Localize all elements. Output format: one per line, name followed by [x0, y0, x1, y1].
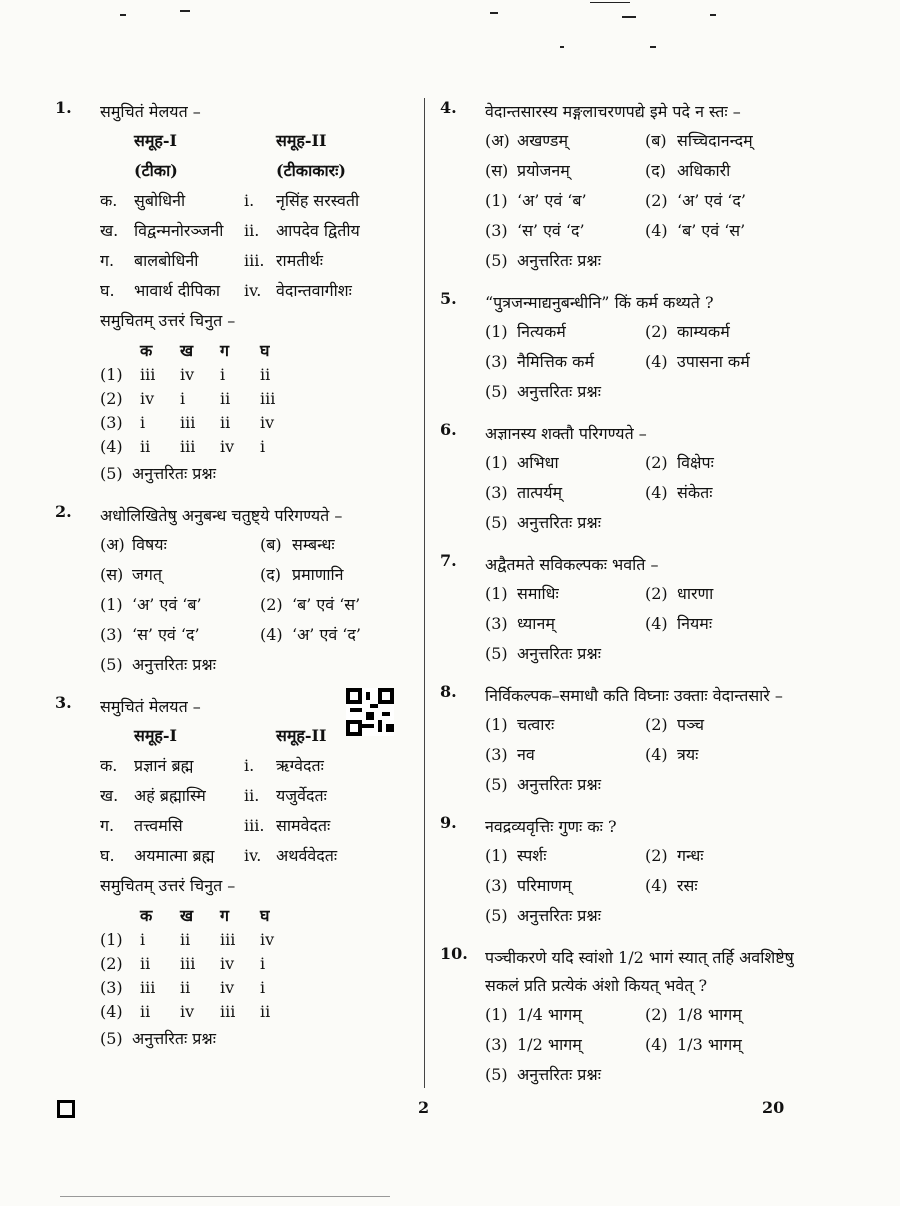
answer-option[interactable]: (2) iv i ii iii: [100, 389, 276, 408]
booklet-code: 20: [762, 1098, 785, 1117]
option-row[interactable]: (1) स्पर्शः (2) गन्धः: [485, 846, 704, 865]
option-row[interactable]: (1) समाधिः (2) धारणा: [485, 584, 714, 603]
answer-option[interactable]: (3) iii ii iv i: [100, 978, 266, 997]
square-marker-icon: [57, 1100, 75, 1118]
scan-mark: [710, 14, 716, 16]
unanswered-option[interactable]: (5) अनुत्तरितः प्रश्नः: [485, 1065, 601, 1084]
unanswered-option[interactable]: (5) अनुत्तरितः प्रश्नः: [100, 655, 216, 674]
left-column: [55, 98, 400, 1067]
unanswered-option[interactable]: (5) अनुत्तरितः प्रश्नः: [485, 644, 601, 663]
option-row[interactable]: (1) चत्वारः (2) पञ्च: [485, 715, 705, 734]
scan-mark: [180, 10, 190, 12]
choose-instruction: समुचितम् उत्तरं चिनुत –: [100, 876, 236, 895]
match-row: ख. विद्वन्मनोरञ्जनी ii. आपदेव द्वितीय: [100, 221, 360, 240]
answer-option[interactable]: (4) ii iii iv i: [100, 437, 266, 456]
scan-mark: [560, 46, 564, 48]
page-number: 2: [418, 1098, 430, 1117]
match-row: ख. अहं ब्रह्मास्मि ii. यजुर्वेदतः: [100, 786, 327, 805]
scan-mark: [490, 12, 498, 14]
question-number: 8.: [440, 682, 457, 701]
option-row[interactable]: (स) जगत् (द) प्रमाणानि: [100, 565, 344, 584]
question-10: [440, 944, 800, 1089]
question-text: वेदान्तसारस्य मङ्गलाचरणपद्ये इमे पदे न स्तः –: [485, 102, 741, 121]
match-row: क. सुबोधिनी i. नृसिंह सरस्वती: [100, 191, 360, 210]
answer-option[interactable]: (3) i iii ii iv: [100, 413, 275, 432]
question-text: अज्ञानस्य शक्तौ परिगण्यते –: [485, 424, 647, 443]
question-text: पञ्चीकरणे यदि स्वांशो 1/2 भागं स्यात् तर्हि अवशिष्टेषु सकलं प्रति प्रत्येकं अंशो कियत् भवेत् ?: [485, 948, 794, 995]
question-4: [440, 98, 800, 275]
option-row[interactable]: (3) नव (4) त्रयः: [485, 745, 699, 764]
question-number: 9.: [440, 813, 457, 832]
question-7: [440, 551, 800, 668]
right-column: [440, 98, 800, 1103]
question-number: 5.: [440, 289, 457, 308]
unanswered-option[interactable]: (5) अनुत्तरितः प्रश्नः: [485, 382, 601, 401]
group-1-heading: समूह-I: [134, 726, 178, 745]
option-row[interactable]: (3) ध्यानम् (4) नियमः: [485, 614, 713, 633]
question-text: नवद्रव्यवृत्तिः गुणः कः ?: [485, 817, 617, 836]
scan-mark: [60, 1196, 390, 1197]
match-row: घ. भावार्थ दीपिका iv. वेदान्तवागीशः: [100, 281, 352, 300]
question-9: [440, 813, 800, 930]
answer-option[interactable]: (2) ii iii iv i: [100, 954, 266, 973]
question-2: [55, 502, 400, 679]
question-number: 7.: [440, 551, 457, 570]
group-1-subheading: (टीका): [134, 161, 178, 180]
scan-mark: [650, 46, 656, 48]
option-row[interactable]: (3) 1/2 भागम् (4) 1/3 भागम्: [485, 1035, 742, 1054]
qr-code-icon: [346, 688, 394, 736]
option-row[interactable]: (1) 1/4 भागम् (2) 1/8 भागम्: [485, 1005, 742, 1024]
question-text: निर्विकल्पक–समाधौ कति विघ्नाः उक्ताः वेदान्तसारे –: [485, 686, 783, 705]
question-number: 4.: [440, 98, 457, 117]
option-row[interactable]: (अ) अखण्डम् (ब) सच्चिदानन्दम्: [485, 131, 753, 150]
question-text: “पुत्रजन्माद्यनुबन्धीनि” किं कर्म कथ्यते ?: [485, 293, 714, 312]
option-row[interactable]: (3) परिमाणम् (4) रसः: [485, 876, 698, 895]
question-8: [440, 682, 800, 799]
match-subheadings: [100, 156, 400, 186]
unanswered-option[interactable]: (5) अनुत्तरितः प्रश्नः: [100, 464, 216, 483]
question-text: समुचितं मेलयत –: [100, 697, 201, 716]
unanswered-option[interactable]: (5) अनुत्तरितः प्रश्नः: [485, 906, 601, 925]
answer-option[interactable]: (1) i ii iii iv: [100, 930, 275, 949]
scan-mark: [590, 2, 630, 3]
match-row: ग. बालबोधिनी iii. रामतीर्थः: [100, 251, 323, 270]
match-row: क. प्रज्ञानं ब्रह्म i. ऋग्वेदतः: [100, 756, 324, 775]
answer-option[interactable]: (4) ii iv iii ii: [100, 1002, 271, 1021]
option-row[interactable]: (3) ‘स’ एवं ‘द’ (4) ‘अ’ एवं ‘द’: [100, 625, 361, 644]
question-text: अधोलिखितेषु अनुबन्ध चतुष्ट्ये परिगण्यते –: [100, 506, 343, 525]
option-row[interactable]: (अ) विषयः (ब) सम्बन्धः: [100, 535, 335, 554]
question-number: 3.: [55, 693, 72, 712]
match-row: ग. तत्त्वमसि iii. सामवेदतः: [100, 816, 331, 835]
group-2-subheading: (टीकाकारः): [276, 161, 346, 180]
option-row[interactable]: (3) ‘स’ एवं ‘द’ (4) ‘ब’ एवं ‘स’: [485, 221, 746, 240]
answer-option[interactable]: (1) iii iv i ii: [100, 365, 271, 384]
group-1-heading: समूह-I: [134, 131, 178, 150]
option-row[interactable]: (3) नैमित्तिक कर्म (4) उपासना कर्म: [485, 352, 750, 371]
choose-instruction: समुचितम् उत्तरं चिनुत –: [100, 311, 236, 330]
question-number: 10.: [440, 944, 468, 963]
match-headings: [100, 126, 400, 156]
question-text: अद्वैतमते सविकल्पकः भवति –: [485, 555, 659, 574]
option-row[interactable]: (1) नित्यकर्म (2) काम्यकर्म: [485, 322, 730, 341]
answer-header: क ख ग घ: [140, 906, 270, 925]
option-row[interactable]: (3) तात्पर्यम् (4) संकेतः: [485, 483, 713, 502]
unanswered-option[interactable]: (5) अनुत्तरितः प्रश्नः: [485, 513, 601, 532]
unanswered-option[interactable]: (5) अनुत्तरितः प्रश्नः: [485, 775, 601, 794]
question-1: [55, 98, 400, 488]
option-row[interactable]: (स) प्रयोजनम् (द) अधिकारी: [485, 161, 731, 180]
question-number: 6.: [440, 420, 457, 439]
question-6: [440, 420, 800, 537]
answer-header: क ख ग घ: [140, 341, 270, 360]
option-row[interactable]: (1) ‘अ’ एवं ‘ब’ (2) ‘अ’ एवं ‘द’: [485, 191, 746, 210]
group-2-heading: समूह-II: [276, 726, 327, 745]
scan-mark: [120, 14, 126, 16]
option-row[interactable]: (1) ‘अ’ एवं ‘ब’ (2) ‘ब’ एवं ‘स’: [100, 595, 361, 614]
option-row[interactable]: (1) अभिधा (2) विक्षेपः: [485, 453, 714, 472]
group-2-heading: समूह-II: [276, 131, 327, 150]
match-row: घ. अयमात्मा ब्रह्म iv. अथर्ववेदतः: [100, 846, 338, 865]
question-number: 2.: [55, 502, 72, 521]
unanswered-option[interactable]: (5) अनुत्तरितः प्रश्नः: [485, 251, 601, 270]
question-number: 1.: [55, 98, 72, 117]
question-3: [55, 693, 400, 1053]
question-text: समुचितं मेलयत –: [100, 102, 201, 121]
scan-mark: [622, 16, 636, 18]
unanswered-option[interactable]: (5) अनुत्तरितः प्रश्नः: [100, 1029, 216, 1048]
question-5: [440, 289, 800, 406]
